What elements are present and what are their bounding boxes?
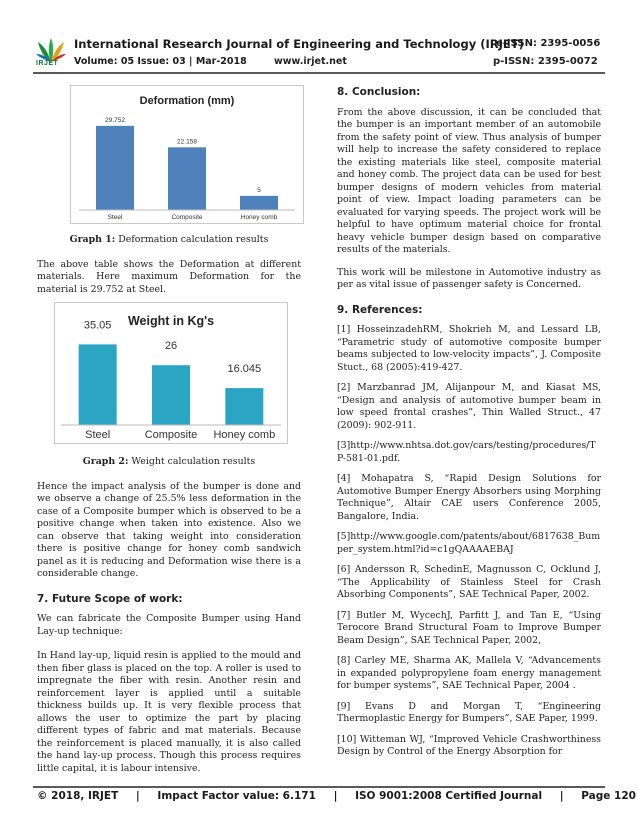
category-label: Honey comb bbox=[240, 214, 278, 221]
footer-page: Page 120 bbox=[581, 790, 636, 802]
category-label: Steel bbox=[107, 214, 123, 221]
pissn: p-ISSN: 2395-0072 bbox=[493, 56, 598, 67]
left-para-2: Hence the impact analysis of the bumper is done and we observe a change of 25.5% less deformation in the case of a Composite bumper which is observed to be a positive change when taken into existence. Also we can observe that taking weight into consideration there is positive change for honey comb sandwich panel as it is reducing and Deformation wise there is a considerable change. bbox=[37, 480, 301, 579]
references-list bbox=[337, 324, 601, 759]
data-label: 35.05 bbox=[83, 319, 112, 332]
footer-sep-3: | bbox=[559, 790, 564, 802]
bar-steel bbox=[96, 126, 134, 210]
left-column-bottom bbox=[37, 456, 301, 783]
logo-text: IRJET bbox=[36, 60, 59, 67]
data-label: 5 bbox=[257, 186, 261, 194]
footer-impact: Impact Factor value: 6.171 bbox=[157, 790, 316, 802]
right-para-1: From the above discussion, it can be concluded that the bumper is an important member of an automobile from the safety point of view. Thus analysis of bumper will help to increase the safety considered to replace the existing materials like steel, composite material and honey comb. The project data can be used for best bumper designs of modern vehicles from material point of view. Impact loading parameters can be evaluated for varying speeds. The project work will be helpful to have optimum material choice for frontal heavy vehicle bumper design based on comparative results of the materials. bbox=[337, 106, 601, 255]
bar-composite bbox=[168, 147, 206, 210]
graph2-caption bbox=[37, 456, 301, 469]
section-8-heading: 8. Conclusion: bbox=[337, 86, 421, 98]
bar-composite bbox=[152, 365, 190, 425]
footer-rule bbox=[33, 786, 605, 788]
left-para-1: The above table shows the Deformation at different materials. Here maximum Deformation for the material is 29.752 at Steel. bbox=[37, 258, 301, 295]
footer-sep-2: | bbox=[333, 790, 338, 802]
weight-chart bbox=[54, 302, 288, 444]
section-9-heading: 9. References: bbox=[337, 303, 423, 316]
category-label: Composite bbox=[144, 429, 198, 441]
category-label: Composite bbox=[171, 214, 203, 221]
footer-sep-1: | bbox=[135, 790, 140, 802]
footer-iso: ISO 9001:2008 Certified Journal bbox=[355, 790, 543, 802]
reference-item: [6] Andersson R, SchedinE, Magnusson C, Ocklund J, “The Applicability of Stainless Steel for Crash Absorbing Components”, SAE Technical Paper, 2002. bbox=[337, 564, 601, 600]
category-label: Steel bbox=[85, 429, 111, 441]
deformation-chart-svg bbox=[71, 86, 303, 223]
reference-item: [7] Butler M, WycechJ, Parfitt J, and Tan E, “Using Terocore Brand Structural Foam to Improve Bumper Beam Design”, SAE Technical Paper, 2002, bbox=[337, 609, 601, 646]
bar-honey-comb bbox=[225, 388, 263, 425]
graph2-caption-text: Weight calculation results bbox=[128, 456, 256, 467]
data-label: 29.752 bbox=[105, 116, 125, 124]
volume-issue: Volume: 05 Issue: 03 | Mar-2018 bbox=[74, 56, 247, 67]
reference-item: [10] Witteman WJ, “Improved Vehicle Crashworthiness Design by Control of the Energy Absorption for bbox=[337, 733, 601, 757]
left-para-4: In Hand lay-up, liquid resin is applied to the mould and then fiber glass is placed on the top. A roller is used to impregnate the fiber with resin. Another resin and reinforcement layer is applied until a suitable thickness builds up. It is very flexible process that allows the user to optimize the part by placing different types of fabric and mat materials. Because the reinforcement is placed manually, it is also called the hand lay-up process. Though this process requires little capital, it is labour intensive. bbox=[37, 650, 301, 774]
graph1-caption-label: Graph 1: bbox=[69, 234, 116, 245]
reference-item: [3]http://www.nhtsa.dot.gov/cars/testing/procedures/TP-581-01.pdf. bbox=[337, 440, 596, 464]
reference-item: [8] Carley ME, Sharma AK, Mallela V, “Advancements in expanded polypropylene foam energy management for bumper systems”, SAE Technical Paper, 2004 . bbox=[337, 655, 601, 691]
graph2-caption-label: Graph 2: bbox=[82, 456, 129, 467]
data-label: 26 bbox=[164, 340, 178, 353]
reference-item: [2] Marzbanrad JM, Alijanpour M, and Kiasat MS, “Design and analysis of automotive bumper beam in low speed frontal crashes”, Thin Walled Struct., 47 (2009): 902-911. bbox=[337, 382, 601, 431]
category-label: Honey comb bbox=[213, 429, 276, 441]
reference-item: [9] Evans D and Morgan T, “Engineering Thermoplastic Energy for Bumpers”, SAE Paper, 1999. bbox=[337, 700, 601, 724]
journal-title: International Research Journal of Engineering and Technology (IRJET) bbox=[74, 37, 524, 51]
reference-item: [4] Mohapatra S, “Rapid Design Solutions for Automotive Bumper Energy Absorbers using Morphing Technique”, Altair CAE users Conference 2005, Bangalore, India. bbox=[337, 473, 601, 522]
page-header bbox=[0, 0, 638, 80]
bar-steel bbox=[79, 344, 117, 425]
deformation-chart bbox=[70, 85, 304, 224]
header-rule bbox=[33, 72, 605, 74]
eissn: e-ISSN: 2395-0056 bbox=[496, 38, 601, 49]
data-label: 22.158 bbox=[177, 138, 197, 146]
journal-website[interactable]: www.irjet.net bbox=[274, 56, 347, 67]
right-para-2: This work will be milestone in Automotive industry as per as vital issue of passenger safety is Concerned. bbox=[337, 266, 601, 290]
weight-chart-svg bbox=[55, 303, 287, 443]
chart-title: Deformation (mm) bbox=[139, 95, 235, 107]
right-column bbox=[337, 86, 601, 767]
bar-honey-comb bbox=[240, 196, 278, 210]
reference-item: [1] HosseinzadehRM, Shokrieh M, and Lessard LB, “Parametric study of automotive composite bumper beams subjected to low-velocity impacts”, J. Composite Stuct., 68 (2005):419-427. bbox=[337, 324, 601, 373]
graph1-caption-text: Deformation calculation results bbox=[115, 234, 269, 245]
reference-item: [5]http://www.google.com/patents/about/6817638_Bumper_system.html?id=c1gQAAAAEBAJ bbox=[337, 531, 601, 555]
data-label: 16.045 bbox=[227, 363, 262, 376]
left-para-3: We can fabricate the Composite Bumper using Hand Lay-up technique: bbox=[37, 613, 301, 637]
chart-title: Weight in Kg's bbox=[127, 314, 215, 328]
footer-copyright: © 2018, IRJET bbox=[37, 790, 119, 802]
graph1-caption bbox=[37, 234, 301, 247]
left-column-top bbox=[37, 234, 301, 304]
section-7-heading: 7. Future Scope of work: bbox=[37, 592, 183, 605]
page-footer bbox=[37, 790, 636, 802]
